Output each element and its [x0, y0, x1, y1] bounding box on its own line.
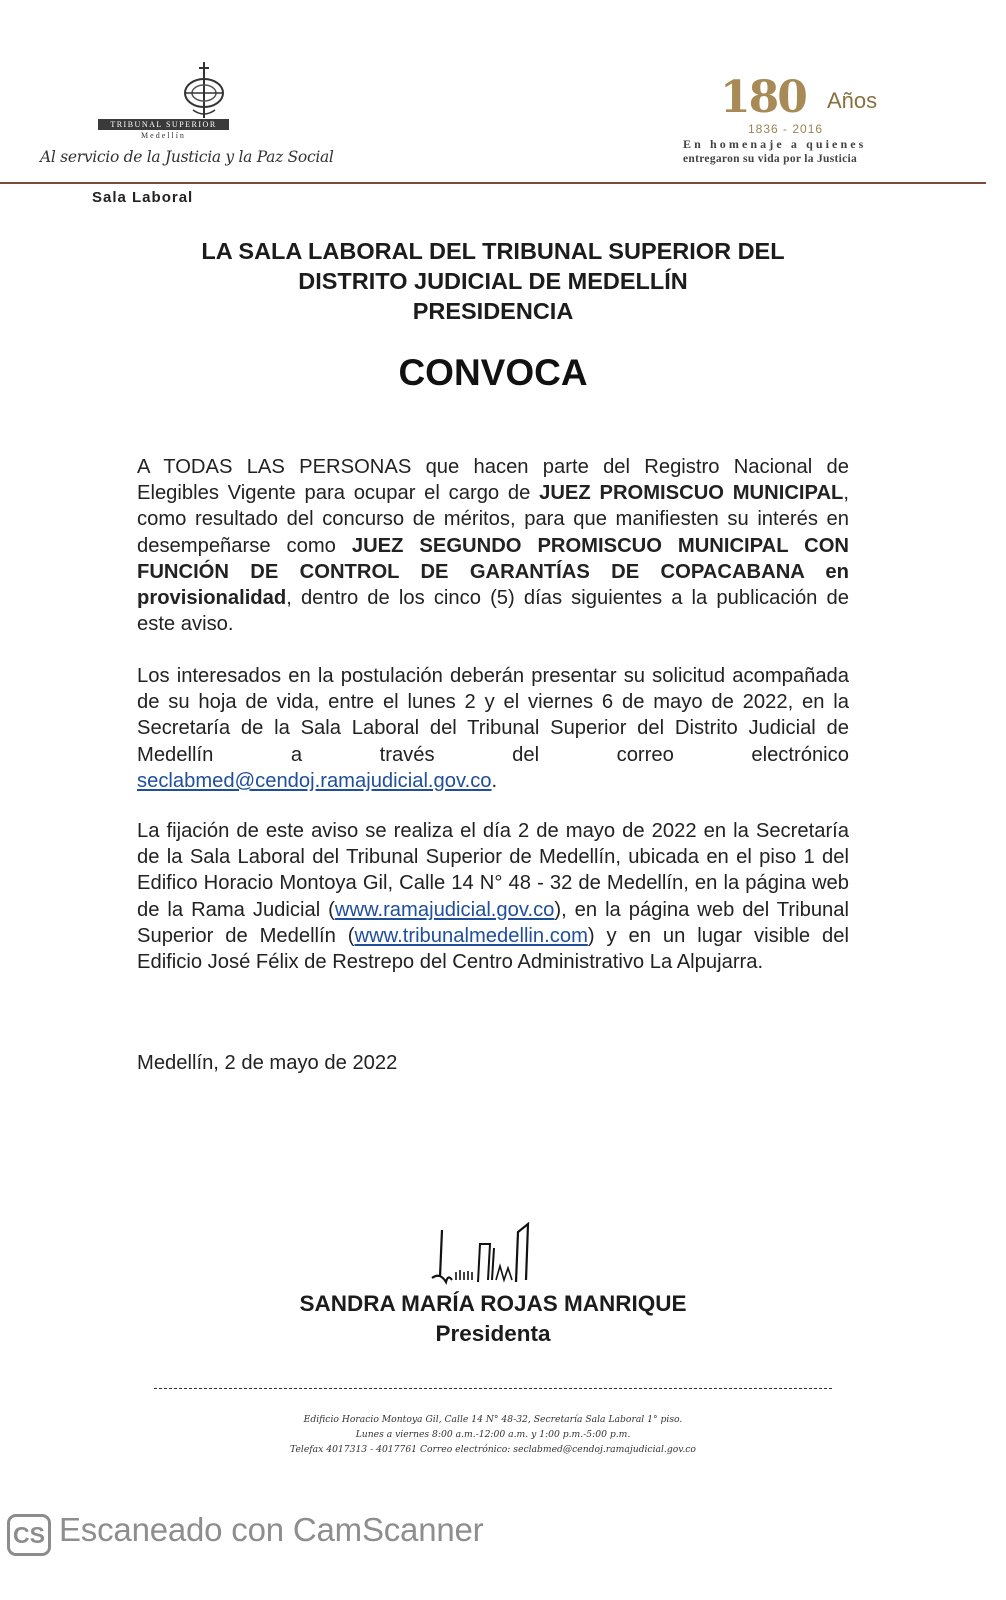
document-heading: [100, 236, 886, 326]
tribunal-plate: TRIBUNAL SUPERIOR: [98, 119, 229, 130]
footer-line-1: Edificio Horacio Montoya Gil, Calle 14 N° 48-32, Secretaría Sala Laboral 1° piso.: [303, 1414, 683, 1425]
paragraph-announcement: [137, 454, 849, 637]
p3-text-3: ) y en un lugar visible del Edificio José Félix de Restrepo del Centro Administrativo La Alpujarra.: [137, 924, 849, 974]
paragraph-instructions: [137, 663, 849, 794]
signer-role: Presidenta: [435, 1321, 551, 1346]
anniversary-word: Años: [827, 88, 878, 113]
p2-text-1: Los interesados en la postulación deberán presentar su solicitud acompañada de su hoja de vida, entre el lunes 2 y el viernes 6 de mayo de 2022, en la Secretaría de la Sala Laboral del Tribunal Superior del Distrito Judicial de Medellín a través del correo electrónico: [137, 665, 849, 766]
scales-emblem-icon: [173, 60, 235, 122]
p3-text-1: La fijación de este aviso se realiza el día 2 de mayo de 2022 en la Secretaría de la Sala Laboral del Tribunal Superior de Medellín, ubicada en el piso 1 del Edifico Horacio Montoya Gil, Calle 14 N° 48 - 32 de Medellín, en la página web de la Rama Judicial (: [137, 820, 849, 921]
signer-block: [100, 1289, 886, 1349]
dateline: Medellín, 2 de mayo de 2022: [137, 1052, 398, 1074]
footer-line-3: Telefax 4017313 - 4017761 Correo electrónico: seclabmed@cendoj.ramajudicial.gov.co: [290, 1444, 696, 1455]
p1-text-1: A TODAS LAS PERSONAS que hacen parte del Registro Nacional de Elegibles Vigente para ocupar el cargo de: [137, 456, 849, 505]
ramajudicial-link[interactable]: www.ramajudicial.gov.co: [334, 898, 555, 921]
p1-bold-2: JUEZ SEGUNDO PROMISCUO MUNICIPAL CON FUNCIÓN DE CONTROL DE GARANTÍAS DE COPACABANA en provisionalidad: [137, 534, 849, 610]
tribunalmedellin-link[interactable]: www.tribunalmedellin.com: [354, 924, 588, 947]
p3-text-2: ), en la página web del Tribunal Superior de Medellín (: [137, 898, 849, 947]
document-action-title: CONVOCA: [398, 352, 588, 393]
section-label: Sala Laboral: [92, 189, 194, 206]
anniversary-number: 180: [720, 72, 806, 123]
camscanner-watermark: Escaneado con CamScanner: [59, 1511, 484, 1548]
signer-name: SANDRA MARÍA ROJAS MANRIQUE: [299, 1291, 687, 1316]
heading-line-1: LA SALA LABORAL DEL TRIBUNAL SUPERIOR DEL: [201, 238, 785, 264]
footer-address: [200, 1412, 786, 1457]
heading-line-3: PRESIDENCIA: [412, 298, 574, 324]
p1-bold-1: JUEZ PROMISCUO MUNICIPAL: [539, 482, 844, 505]
email-link[interactable]: seclabmed@cendoj.ramajudicial.gov.co: [137, 769, 492, 792]
homenaje-line-1: En homenaje a quienes: [683, 137, 867, 151]
homenaje-line-2: entregaron su vida por la Justicia: [683, 153, 858, 165]
footer-divider: [154, 1388, 832, 1389]
paragraph-publication: [137, 818, 849, 975]
camscanner-icon: CS: [7, 1514, 51, 1556]
footer-line-2: Lunes a viernes 8:00 a.m.-12:00 a.m. y 1:00 p.m.-5:00 p.m.: [355, 1429, 631, 1440]
handwritten-signature: [428, 1222, 538, 1292]
anniversary-logo: [680, 72, 906, 174]
motto: Al servicio de la Justicia y la Paz Social: [40, 148, 334, 166]
p2-text-2: .: [491, 769, 498, 792]
tribunal-logo: [40, 60, 334, 175]
tribunal-city: Medellín: [141, 131, 186, 140]
p1-text-3: , dentro de los cinco (5) días siguientes a la publicación de este aviso.: [137, 587, 849, 636]
header-divider: [0, 182, 986, 184]
anniversary-years: 1836 - 2016: [748, 122, 824, 136]
heading-line-2: DISTRITO JUDICIAL DE MEDELLÍN: [298, 268, 688, 294]
p1-text-2: , como resultado del concurso de méritos, para que manifiesten su interés en desempeñarse como: [137, 482, 849, 557]
